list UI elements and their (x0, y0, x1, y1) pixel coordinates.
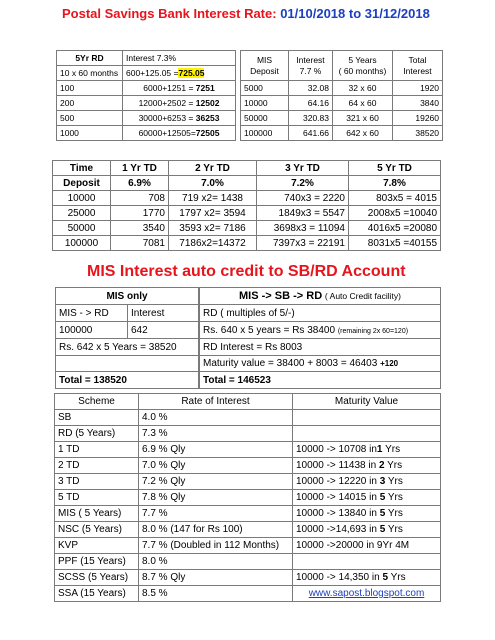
scheme-rate: 8.7 % Qly (139, 570, 293, 586)
td-rate: 7.8% (349, 176, 441, 191)
scheme-name: PPF (15 Years) (55, 554, 139, 570)
title-prefix: Postal Savings Bank Interest Rate: (62, 6, 277, 21)
mis-deposit-table (240, 50, 443, 141)
table-row (56, 372, 199, 389)
rd-value-result: 7251 (195, 83, 215, 93)
td-cell: 10000 (53, 191, 111, 206)
table-row (53, 176, 441, 191)
td-cell: 25000 (53, 206, 111, 221)
scheme-name: NSC (5 Years) (55, 522, 139, 538)
scheme-maturity (293, 554, 441, 570)
mis-only-table (55, 287, 199, 389)
scheme-maturity: 10000 ->14,693 in 5 Yrs (293, 522, 441, 538)
mis-cell: 641.66 (289, 126, 333, 141)
table-row (55, 474, 441, 490)
table-row (56, 322, 199, 339)
mis-cell: 320.83 (289, 111, 333, 126)
table-row (53, 206, 441, 221)
mis-cell: 32.08 (289, 81, 333, 96)
mis-cell: 38520 (393, 126, 443, 141)
scheme-rate: 7.7 % (139, 506, 293, 522)
rd-cell-amount: 200 (57, 96, 123, 111)
title-date-range: 01/10/2018 to 31/12/2018 (280, 6, 430, 21)
mis-sb-cell: RD ( multiples of 5/-) (200, 305, 441, 322)
rd-cell-amount: 500 (57, 111, 123, 126)
table-row (55, 442, 441, 458)
mis-sb-note: (remaining 2x 60=120) (337, 327, 409, 335)
table-row (57, 96, 236, 111)
mis-head-total (393, 51, 443, 81)
mis-sb-note: +120 (380, 359, 399, 368)
mis-cell: 10000 (241, 96, 289, 111)
mis-cell: 64 x 60 (333, 96, 393, 111)
mis-sb-cell (200, 322, 441, 339)
scheme-maturity: 10000 -> 11438 in 2 Yrs (293, 458, 441, 474)
scheme-maturity: 10000 -> 12220 in 3 Yrs (293, 474, 441, 490)
mis-only-cell: Rs. 642 x 5 Years = 38520 (56, 339, 199, 356)
scheme-rate: 8.0 % (147 for Rs 100) (139, 522, 293, 538)
table-row (55, 538, 441, 554)
td-cell: 7186x2=14372 (169, 236, 257, 251)
scheme-name: 1 TD (55, 442, 139, 458)
td-rate: Deposit (53, 176, 111, 191)
table-row (56, 339, 199, 356)
td-rate: 6.9% (111, 176, 169, 191)
table-row (55, 490, 441, 506)
scheme-name: SB (55, 410, 139, 426)
table-row (55, 522, 441, 538)
table-row (57, 126, 236, 141)
rd-cell-amount: 1000 (57, 126, 123, 141)
mis-head-label: ( 60 months) (338, 65, 387, 76)
mis-only-head: MIS only (56, 288, 199, 305)
mis-sb-head-label: MIS -> SB -> RD (239, 290, 323, 302)
section-title: MIS Interest auto credit to SB/RD Account (87, 263, 406, 280)
td-header: 2 Yr TD (169, 161, 257, 176)
scheme-name: 2 TD (55, 458, 139, 474)
table-row (241, 111, 443, 126)
mis-cell: 100000 (241, 126, 289, 141)
scheme-rate: 7.3 % (139, 426, 293, 442)
page-title (62, 6, 430, 21)
td-rate: 7.0% (169, 176, 257, 191)
scheme-rate: 7.0 % Qly (139, 458, 293, 474)
td-cell: 719 x2= 1438 (169, 191, 257, 206)
mis-cell: 3840 (393, 96, 443, 111)
mis-cell: 19260 (393, 111, 443, 126)
table-row (53, 191, 441, 206)
rd-cell-amount: 10 x 60 months (57, 66, 123, 81)
scheme-name: RD (5 Years) (55, 426, 139, 442)
table-row (200, 305, 441, 322)
scheme-maturity: 10000 -> 14015 in 5 Yrs (293, 490, 441, 506)
table-row (55, 506, 441, 522)
td-cell: 3593 x2= 7186 (169, 221, 257, 236)
td-table (52, 160, 441, 251)
table-row (56, 288, 199, 305)
td-cell: 1770 (111, 206, 169, 221)
scheme-rate: 7.2 % Qly (139, 474, 293, 490)
scheme-rate: 7.8 % Qly (139, 490, 293, 506)
table-row (200, 288, 441, 305)
mis-only-cell: 642 (128, 322, 199, 339)
rd-value-formula: 600+125.05 = (126, 68, 179, 78)
mis-head-label: 5 Years (348, 55, 377, 66)
table-row (55, 426, 441, 442)
td-cell: 708 (111, 191, 169, 206)
td-cell: 50000 (53, 221, 111, 236)
rd-cell-value (123, 126, 236, 141)
table-row (241, 96, 443, 111)
table-row (200, 372, 441, 389)
mis-cell: 1920 (393, 81, 443, 96)
scheme-maturity: 10000 -> 10708 in1 Yrs (293, 442, 441, 458)
rd-cell-value (123, 66, 236, 81)
table-row (57, 111, 236, 126)
scheme-maturity (293, 586, 441, 602)
td-cell: 7397x3 = 22191 (257, 236, 349, 251)
mis-head-label: MIS (256, 55, 273, 66)
mis-only-cell: 100000 (56, 322, 128, 339)
mis-only-spacer (56, 356, 199, 372)
td-cell: 7081 (111, 236, 169, 251)
rd-value-result: 72505 (195, 128, 220, 138)
table-row (57, 81, 236, 96)
mis-cell: 64.16 (289, 96, 333, 111)
mis-sb-cell: RD Interest = Rs 8003 (200, 339, 441, 356)
rd-cell-value (123, 81, 236, 96)
mis-sb-head-note: ( Auto Credit facility) (324, 291, 401, 301)
rd-value-result: 725.05 (178, 68, 205, 78)
mis-head-label: Total (408, 55, 427, 66)
mis-sb-text: Maturity value = 38400 + 8003 = 46403 (203, 358, 378, 369)
mis-only-cell: Interest (128, 305, 199, 322)
mis-sb-rd-table (199, 287, 441, 389)
td-cell: 803x5 = 4015 (349, 191, 441, 206)
scheme-header: Rate of Interest (139, 394, 293, 410)
scheme-name: SSA (15 Years) (55, 586, 139, 602)
td-header: Time (53, 161, 111, 176)
td-header: 3 Yr TD (257, 161, 349, 176)
td-cell: 740x3 = 2220 (257, 191, 349, 206)
rd-head-left: 5Yr RD (57, 51, 123, 66)
schemes-table (54, 393, 441, 602)
scheme-rate: 8.5 % (139, 586, 293, 602)
mis-sb-head (200, 288, 441, 305)
td-cell: 3698x3 = 11094 (257, 221, 349, 236)
table-row (241, 81, 443, 96)
rd-cell-value (123, 111, 236, 126)
rd-table (56, 50, 236, 141)
table-row (55, 410, 441, 426)
table-row (57, 66, 236, 81)
scheme-name: 3 TD (55, 474, 139, 490)
mis-cell: 5000 (241, 81, 289, 96)
mis-cell: 50000 (241, 111, 289, 126)
scheme-maturity (293, 426, 441, 442)
scheme-rate: 6.9 % Qly (139, 442, 293, 458)
mis-head-deposit (241, 51, 289, 81)
scheme-maturity: 10000 ->20000 in 9Yr 4M (293, 538, 441, 554)
td-header: 1 Yr TD (111, 161, 169, 176)
mis-head-interest (289, 51, 333, 81)
scheme-name: 5 TD (55, 490, 139, 506)
mis-cell: 642 x 60 (333, 126, 393, 141)
td-cell: 4016x5 =20080 (349, 221, 441, 236)
table-row (55, 394, 441, 410)
table-row (53, 236, 441, 251)
rd-cell-value (123, 96, 236, 111)
scheme-name: MIS ( 5 Years) (55, 506, 139, 522)
table-row (53, 161, 441, 176)
rd-value-formula: 60000+12505= (138, 128, 196, 138)
mis-head-label: Interest (296, 55, 325, 66)
mis-head-label: 7.7 % (299, 65, 322, 76)
table-row (53, 221, 441, 236)
table-row (200, 339, 441, 356)
table-row (55, 570, 441, 586)
mis-sb-text: Rs. 640 x 5 years = Rs 38400 (203, 324, 336, 336)
scheme-header: Scheme (55, 394, 139, 410)
rd-value-result: 36253 (195, 113, 220, 123)
table-row (200, 356, 441, 372)
rd-cell-amount: 100 (57, 81, 123, 96)
td-cell: 3540 (111, 221, 169, 236)
table-row (55, 458, 441, 474)
mis-only-total: Total = 138520 (56, 372, 199, 389)
td-cell: 100000 (53, 236, 111, 251)
mis-head-years (333, 51, 393, 81)
rd-value-result: 12502 (195, 98, 220, 108)
mis-head-label: Deposit (250, 65, 279, 76)
rd-head-right: Interest 7.3% (123, 51, 236, 66)
rd-value-formula: 30000+6253 = (138, 113, 194, 123)
rd-value-formula: 12000+2502 = (138, 98, 194, 108)
scheme-rate: 4.0 % (139, 410, 293, 426)
td-rate: 7.2% (257, 176, 349, 191)
scheme-rate: 7.7 % (Doubled in 112 Months) (139, 538, 293, 554)
mis-cell: 32 x 60 (333, 81, 393, 96)
table-row (55, 586, 441, 602)
mis-sb-total: Total = 146523 (200, 372, 441, 389)
td-cell: 8031x5 =40155 (349, 236, 441, 251)
table-row (57, 51, 236, 66)
table-row (241, 126, 443, 141)
blog-link[interactable]: www.sapost.blogspot.com (308, 588, 425, 599)
table-row (55, 554, 441, 570)
scheme-maturity: 10000 -> 14,350 in 5 Yrs (293, 570, 441, 586)
mis-cell: 321 x 60 (333, 111, 393, 126)
table-row (56, 305, 199, 322)
td-cell: 1849x3 = 5547 (257, 206, 349, 221)
scheme-name: KVP (55, 538, 139, 554)
td-cell: 1797 x2= 3594 (169, 206, 257, 221)
scheme-maturity: 10000 -> 13840 in 5 Yrs (293, 506, 441, 522)
td-header: 5 Yr TD (349, 161, 441, 176)
mis-only-cell: MIS - > RD (56, 305, 128, 322)
scheme-rate: 8.0 % (139, 554, 293, 570)
scheme-header: Maturity Value (293, 394, 441, 410)
scheme-name: SCSS (5 Years) (55, 570, 139, 586)
td-cell: 2008x5 =10040 (349, 206, 441, 221)
scheme-maturity (293, 410, 441, 426)
mis-sb-cell (200, 356, 441, 372)
table-row (56, 356, 199, 372)
table-row (200, 322, 441, 339)
mis-head-label: Interest (403, 65, 432, 76)
table-row (241, 51, 443, 81)
rd-value-formula: 6000+1251 = (143, 83, 194, 93)
